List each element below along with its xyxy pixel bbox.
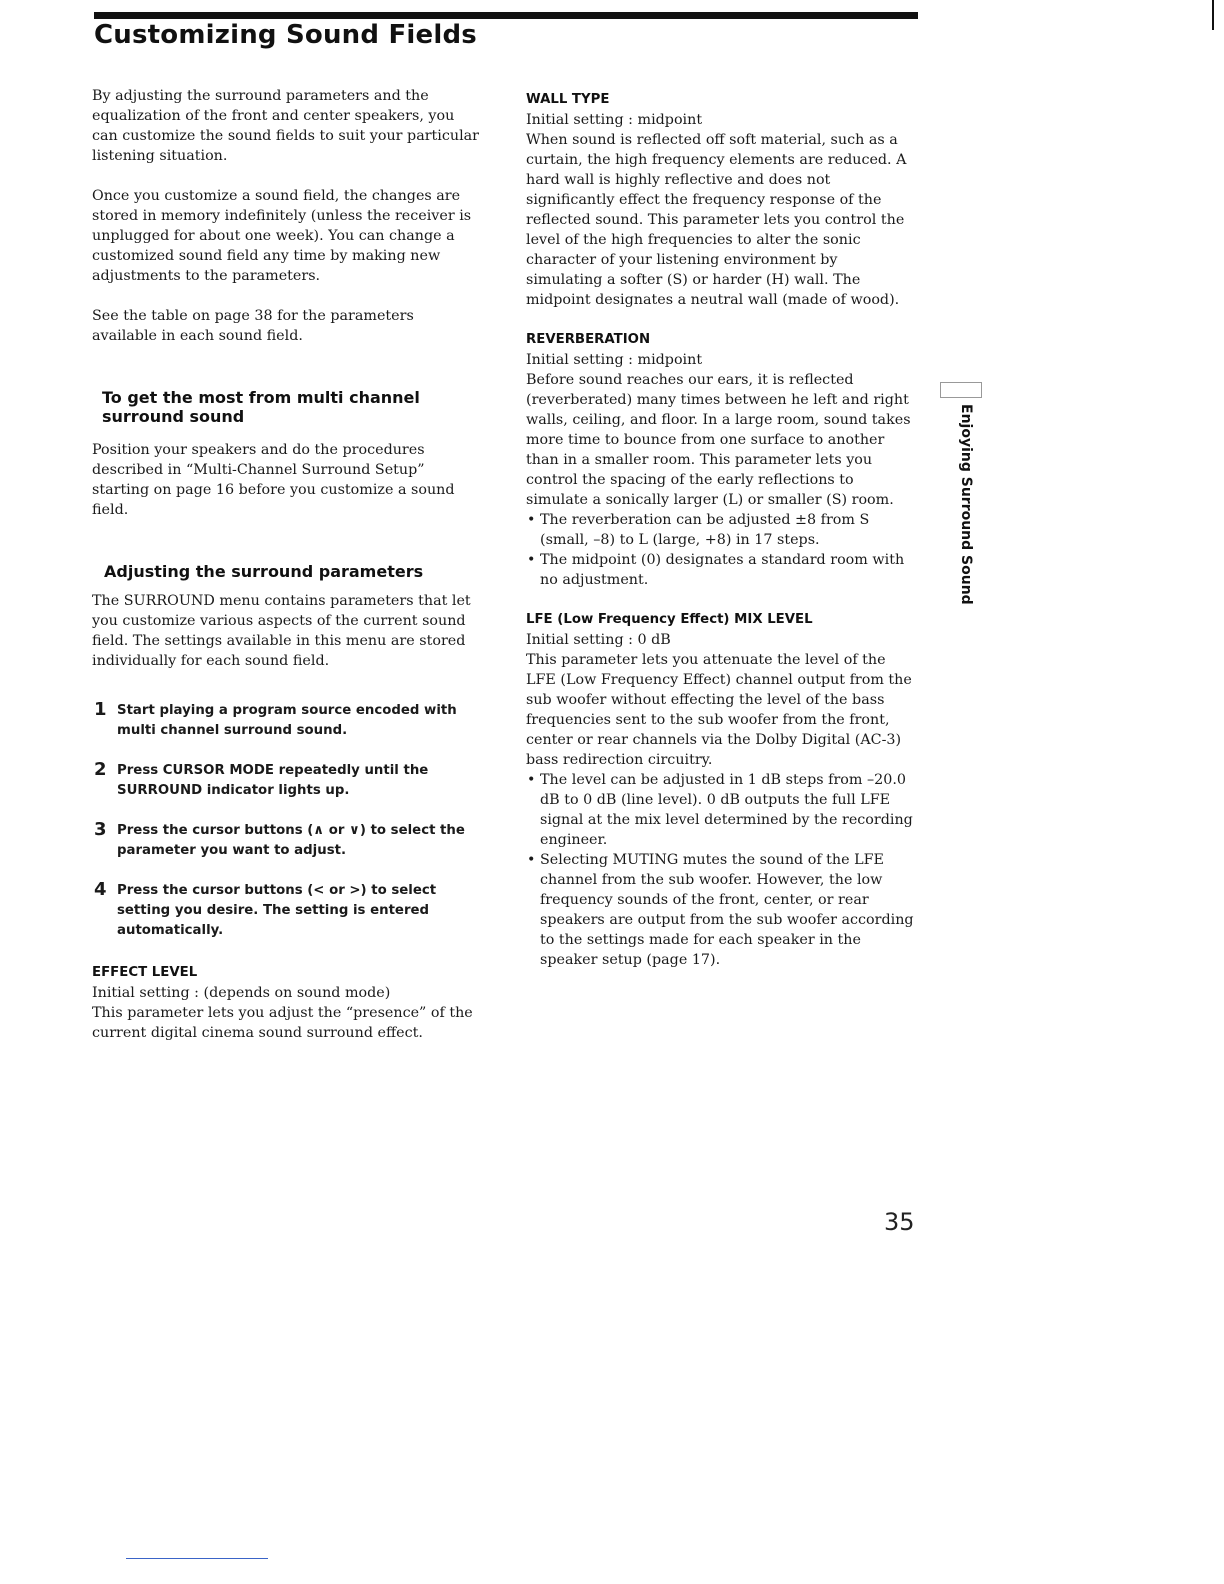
- reverberation-body: Before sound reaches our ears, it is reflected (reverberated) many times between he left and right walls, ceiling, and floor. In a large room, sound takes more time to bounce from one surface to another than in a smaller room. This parameter lets you control the spacing of the early reflections to simulate a sonically larger (L) or smaller (S) room.: [526, 372, 911, 508]
- multi-channel-heading-line1: To get the most from multi channel: [102, 388, 420, 407]
- step-number: 4: [94, 879, 107, 900]
- wall-type-body: When sound is reflected off soft material, such as a curtain, the high frequency elements are reduced. A hard wall is highly reflective and does not significantly effect the frequency response of the reflected sound. This parameter lets you control the level of the high frequencies to alter the sonic character of your listening environment by simulating a softer (S) or harder (H) wall. The midpoint designates a neutral wall (made of wood).: [526, 132, 907, 308]
- multi-channel-heading-line2: surround sound: [102, 407, 245, 426]
- step-text: Press the cursor buttons (< or >) to select setting you desire. The setting is entered automatically.: [117, 883, 437, 938]
- step-4: [92, 881, 482, 941]
- multi-channel-heading: [102, 388, 482, 426]
- step-2: [92, 761, 482, 801]
- adjusting-heading: Adjusting the surround parameters: [104, 562, 424, 581]
- step-3: [92, 821, 482, 861]
- step-text: Start playing a program source encoded with multi channel surround sound.: [117, 703, 457, 738]
- page-number: 35: [884, 1208, 915, 1236]
- side-tab-label: Enjoying Surround Sound: [958, 403, 974, 605]
- reverberation-heading: REVERBERATION: [526, 332, 651, 347]
- reverberation-initial: Initial setting : midpoint: [526, 352, 703, 368]
- right-column: [526, 90, 916, 970]
- intro-paragraph-2: Once you customize a sound field, the changes are stored in memory indefinitely (unless the receiver is unplugged for about one week). You can change a customized sound field any time by making new adjustments to the parameters.: [92, 188, 472, 284]
- left-column: [92, 86, 482, 1043]
- adjusting-body: The SURROUND menu contains parameters that let you customize various aspects of the current sound field. The settings available in this menu are stored individually for each sound field.: [92, 593, 471, 669]
- bottom-rule: [126, 1558, 268, 1559]
- step-number: 2: [94, 759, 107, 780]
- top-rule: [94, 12, 918, 19]
- step-text: Press CURSOR MODE repeatedly until the SURROUND indicator lights up.: [117, 763, 429, 798]
- step-text: Press the cursor buttons (∧ or ∨) to select the parameter you want to adjust.: [117, 823, 465, 858]
- lfe-initial: Initial setting : 0 dB: [526, 632, 671, 648]
- effect-level-body: This parameter lets you adjust the “presence” of the current digital cinema sound surround effect.: [92, 1005, 473, 1041]
- wall-type-initial: Initial setting : midpoint: [526, 112, 703, 128]
- side-tab: [951, 404, 981, 604]
- intro-paragraph-3: See the table on page 38 for the parameters available in each sound field.: [92, 308, 414, 344]
- step-number: 1: [94, 699, 107, 720]
- intro-paragraph-1: By adjusting the surround parameters and the equalization of the front and center speakers, you can customize the sound fields to suit your particular listening situation.: [92, 88, 480, 164]
- effect-level-initial: Initial setting : (depends on sound mode): [92, 985, 391, 1001]
- side-tab-box: [940, 382, 982, 398]
- page-title: Customizing Sound Fields: [94, 20, 477, 50]
- reverberation-bullet-2: • The midpoint (0) designates a standard room with no adjustment.: [526, 550, 916, 590]
- effect-level-heading: EFFECT LEVEL: [92, 965, 198, 980]
- reverberation-bullet-1: • The reverberation can be adjusted ±8 from S (small, –8) to L (large, +8) in 17 steps.: [526, 510, 916, 550]
- step-1: [92, 701, 482, 741]
- wall-type-heading: WALL TYPE: [526, 92, 610, 107]
- lfe-bullet-2: • Selecting MUTING mutes the sound of the LFE channel from the sub woofer. However, the low frequency sounds of the front, center, or rear speakers are output from the sub woofer according to the settings made for each speaker in the speaker setup (page 17).: [526, 850, 916, 970]
- lfe-bullet-1: • The level can be adjusted in 1 dB steps from –20.0 dB to 0 dB (line level). 0 dB outputs the full LFE signal at the mix level determined by the recording engineer.: [526, 770, 916, 850]
- lfe-heading: LFE (Low Frequency Effect) MIX LEVEL: [526, 612, 813, 627]
- lfe-body: This parameter lets you attenuate the level of the LFE (Low Frequency Effect) channel output from the sub woofer without effecting the level of the bass frequencies sent to the sub woofer from the front, center or rear channels via the Dolby Digital (AC-3) bass redirection circuitry.: [526, 652, 912, 768]
- multi-channel-body: Position your speakers and do the procedures described in “Multi-Channel Surround Setup” starting on page 16 before you customize a sound field.: [92, 442, 455, 518]
- step-number: 3: [94, 819, 107, 840]
- edge-mark: [1212, 0, 1214, 30]
